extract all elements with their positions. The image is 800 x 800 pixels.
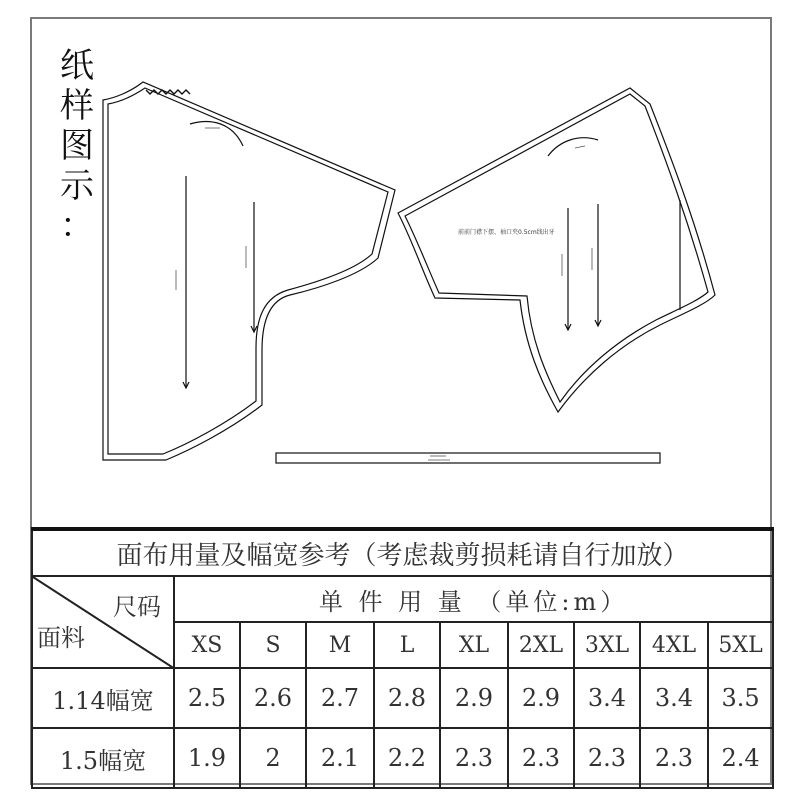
usage-value: 2.8 xyxy=(374,668,440,728)
size-header: XL xyxy=(440,622,508,668)
left-pattern-piece xyxy=(103,82,395,460)
usage-value: 2.6 xyxy=(240,668,306,728)
fabric-usage-table xyxy=(31,527,774,789)
usage-value: 2.3 xyxy=(440,728,508,788)
row-label: 1.5幅宽 xyxy=(32,728,174,788)
size-header: L xyxy=(374,622,440,668)
table-corner-header xyxy=(32,576,174,668)
fabric-axis-label: 面料 xyxy=(37,624,85,652)
table-row xyxy=(32,728,773,788)
table-row xyxy=(32,668,773,728)
size-header: 5XL xyxy=(708,622,773,668)
usage-value: 3.4 xyxy=(640,668,708,728)
usage-value: 3.4 xyxy=(574,668,640,728)
usage-value: 2.3 xyxy=(508,728,574,788)
pattern-note: 前前门襟下摆、袖口夹0.5cm线出牙 xyxy=(458,229,555,236)
usage-value: 1.9 xyxy=(174,728,240,788)
usage-value: 2.7 xyxy=(306,668,374,728)
size-header: 2XL xyxy=(508,622,574,668)
size-header: M xyxy=(306,622,374,668)
right-pattern-piece xyxy=(398,88,715,412)
size-header: 4XL xyxy=(640,622,708,668)
usage-value: 2.2 xyxy=(374,728,440,788)
usage-value: 2.5 xyxy=(174,668,240,728)
table-title: 面布用量及幅宽参考（考虑裁剪损耗请自行加放） xyxy=(32,529,773,576)
usage-value: 2.4 xyxy=(708,728,773,788)
row-label: 1.14幅宽 xyxy=(32,668,174,728)
usage-value: 2.3 xyxy=(574,728,640,788)
heading-char: ： xyxy=(60,206,94,246)
usage-value: 2 xyxy=(240,728,306,788)
usage-group-header: 单 件 用 量 （单位:m） xyxy=(174,576,773,622)
usage-value: 2.9 xyxy=(508,668,574,728)
usage-value: 2.3 xyxy=(640,728,708,788)
usage-value: 2.9 xyxy=(440,668,508,728)
heading-char: 示 xyxy=(60,166,94,206)
heading-char: 图 xyxy=(60,126,94,166)
size-header: 3XL xyxy=(574,622,640,668)
size-header: S xyxy=(240,622,306,668)
heading-char: 纸 xyxy=(60,46,94,86)
usage-value: 2.1 xyxy=(306,728,374,788)
size-axis-label: 尺码 xyxy=(113,593,161,621)
heading-char: 样 xyxy=(60,86,94,126)
size-header: XS xyxy=(174,622,240,668)
binding-strip xyxy=(276,453,660,463)
usage-value: 3.5 xyxy=(708,668,773,728)
